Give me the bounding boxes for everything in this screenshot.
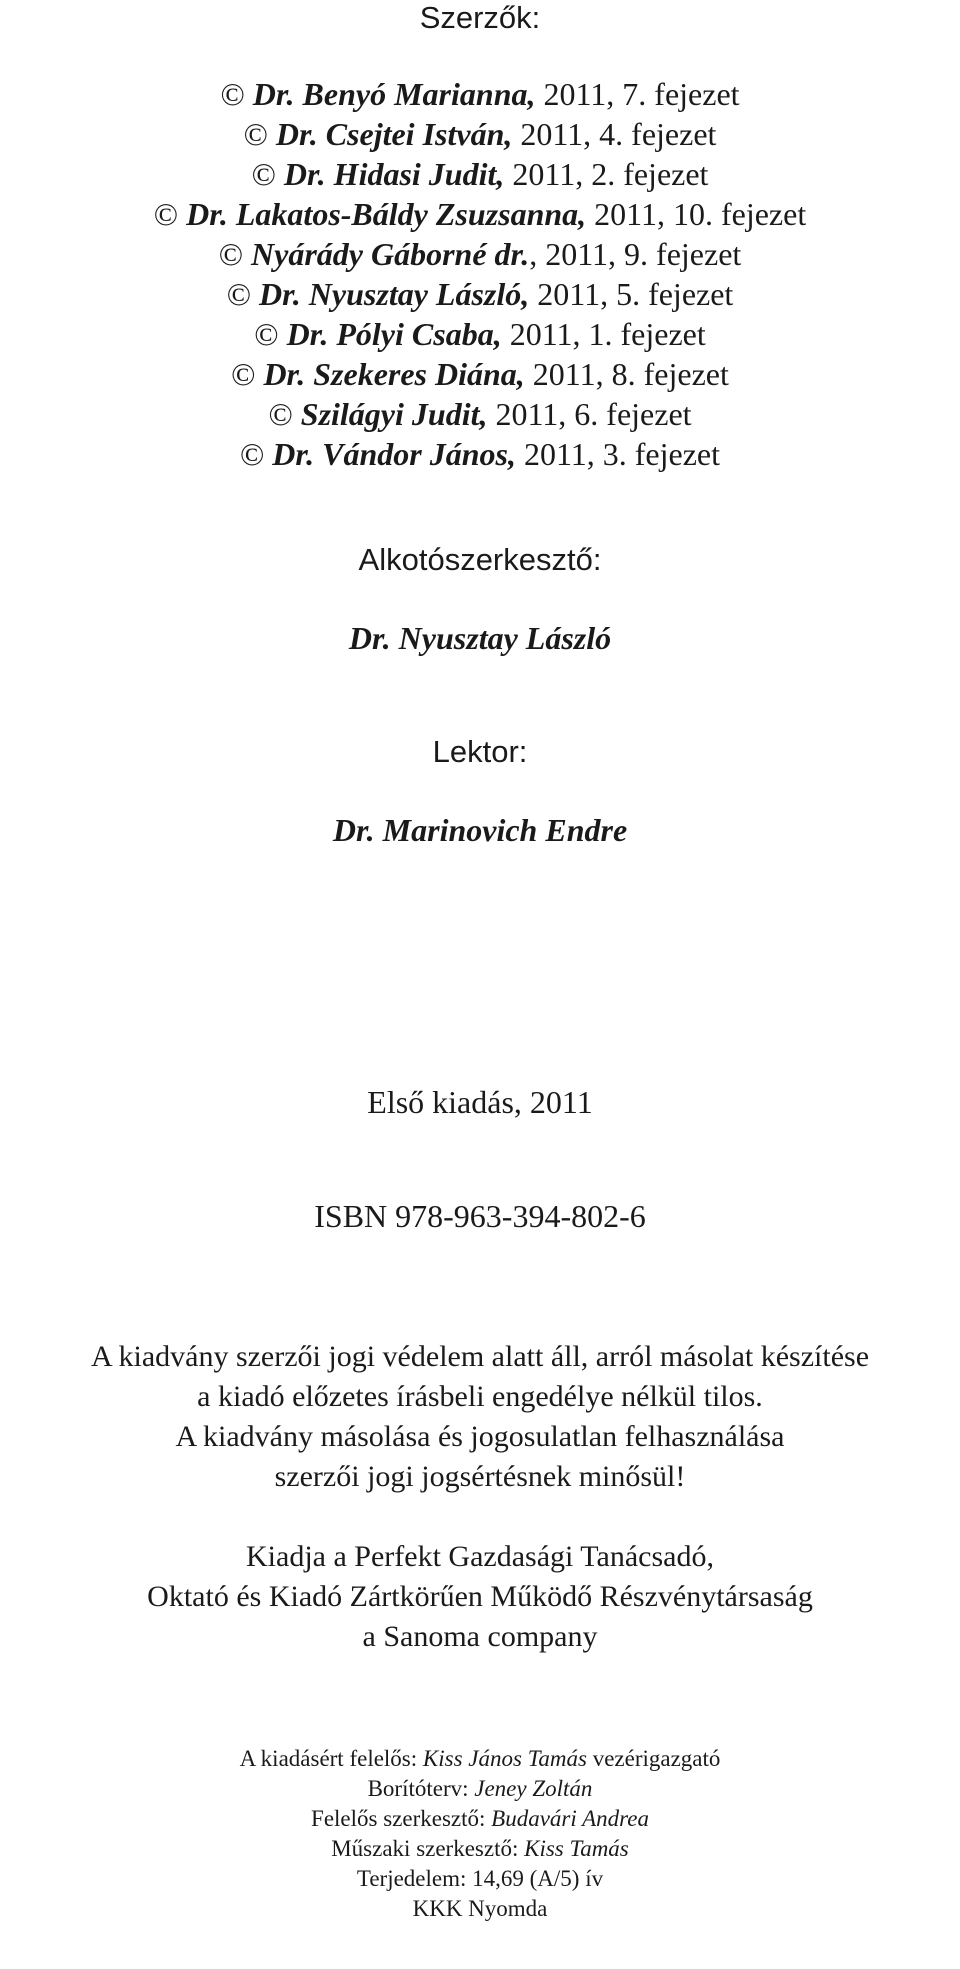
author-line xyxy=(0,76,960,113)
author-chapter: 2011, 10. fejezet xyxy=(594,196,807,232)
credit-name: Kiss János Tamás xyxy=(422,1746,587,1771)
author-line xyxy=(0,316,960,353)
credit-cover xyxy=(0,1776,960,1802)
author-line xyxy=(0,196,960,233)
author-chapter: 2011, 1. fejezet xyxy=(509,316,706,352)
author-line xyxy=(0,156,960,193)
author-line xyxy=(0,436,960,473)
editor-heading: Alkotószerkesztő: xyxy=(358,542,602,577)
copyright-notice-line: A kiadvány szerzői jogi védelem alatt áll, arról másolat készítése xyxy=(90,1340,870,1373)
credit-suffix: vezérigazgató xyxy=(586,1746,721,1771)
credit-label: Felelős szerkesztő: xyxy=(311,1806,492,1831)
copyright-symbol: © xyxy=(226,276,251,312)
copyright-notice-line: A kiadvány másolása és jogosulatlan felhasználása xyxy=(175,1420,785,1453)
credit-name: Budavári Andrea xyxy=(491,1806,649,1831)
author-name: Dr. Hidasi Judit, xyxy=(283,156,505,192)
copyright-symbol: © xyxy=(268,396,293,432)
credit-editor xyxy=(0,1806,960,1832)
author-name: Dr. Nyusztay László, xyxy=(259,276,530,312)
copyright-symbol: © xyxy=(153,196,179,232)
publisher-line: Kiadja a Perfekt Gazdasági Tanácsadó, xyxy=(246,1540,714,1573)
copyright-symbol: © xyxy=(254,316,279,352)
credit-name: Jeney Zoltán xyxy=(474,1776,593,1801)
credit-label: A kiadásért felelős: xyxy=(239,1746,423,1771)
author-line xyxy=(0,356,960,393)
author-line xyxy=(0,396,960,433)
copyright-symbol: © xyxy=(243,116,268,152)
author-chapter: 2011, 7. fejezet xyxy=(543,76,740,112)
copyright-notice-line: szerzői jogi jogsértésnek minősül! xyxy=(274,1460,686,1493)
credit-label: Borítóterv: xyxy=(367,1776,475,1801)
copyright-symbol: © xyxy=(220,76,245,112)
publisher-line: a Sanoma company xyxy=(362,1620,598,1653)
author-chapter: 2011, 5. fejezet xyxy=(537,276,734,312)
authors-heading: Szerzők: xyxy=(419,0,541,35)
author-name: Nyárády Gáborné dr. xyxy=(251,236,530,272)
lector-heading: Lektor: xyxy=(432,734,528,769)
credit-printer: KKK Nyomda xyxy=(412,1896,548,1921)
author-name: Dr. Csejtei István, xyxy=(275,116,513,152)
copyright-symbol: © xyxy=(239,436,265,472)
author-chapter: 2011, 4. fejezet xyxy=(520,116,717,152)
credit-name: Kiss Tamás xyxy=(524,1836,629,1861)
author-line xyxy=(0,236,960,273)
author-name: Dr. Pólyi Csaba, xyxy=(286,316,502,352)
edition-text: Első kiadás, 2011 xyxy=(367,1084,593,1120)
credit-extent: Terjedelem: 14,69 (A/5) ív xyxy=(356,1866,604,1891)
isbn-text: ISBN 978-963-394-802-6 xyxy=(314,1198,646,1234)
copyright-symbol: © xyxy=(231,356,256,392)
author-line xyxy=(0,116,960,153)
credit-responsible xyxy=(0,1746,960,1772)
author-chapter: 2011, 3. fejezet xyxy=(523,436,720,472)
editor-name: Dr. Nyusztay László xyxy=(348,620,612,656)
author-name: Dr. Lakatos-Báldy Zsuzsanna, xyxy=(186,196,587,232)
author-name: Dr. Vándor János, xyxy=(272,436,516,472)
author-name: Dr. Szekeres Diána, xyxy=(263,356,525,392)
credit-label: Műszaki szerkesztő: xyxy=(331,1836,525,1861)
credit-technical xyxy=(0,1836,960,1862)
author-name: Dr. Benyó Marianna, xyxy=(252,76,536,112)
publisher-line: Oktató és Kiadó Zártkörűen Működő Részvénytársaság xyxy=(147,1580,813,1613)
author-chapter: 2011, 2. fejezet xyxy=(512,156,709,192)
author-line xyxy=(0,276,960,313)
author-name: Szilágyi Judit, xyxy=(300,396,488,432)
author-chapter: 2011, 6. fejezet xyxy=(495,396,692,432)
copyright-symbol: © xyxy=(251,156,276,192)
copyright-notice-line: a kiadó előzetes írásbeli engedélye nélkül tilos. xyxy=(197,1380,763,1413)
lector-name: Dr. Marinovich Endre xyxy=(332,812,628,848)
author-chapter: , 2011, 9. fejezet xyxy=(529,236,742,272)
copyright-symbol: © xyxy=(218,236,244,272)
author-chapter: 2011, 8. fejezet xyxy=(532,356,729,392)
